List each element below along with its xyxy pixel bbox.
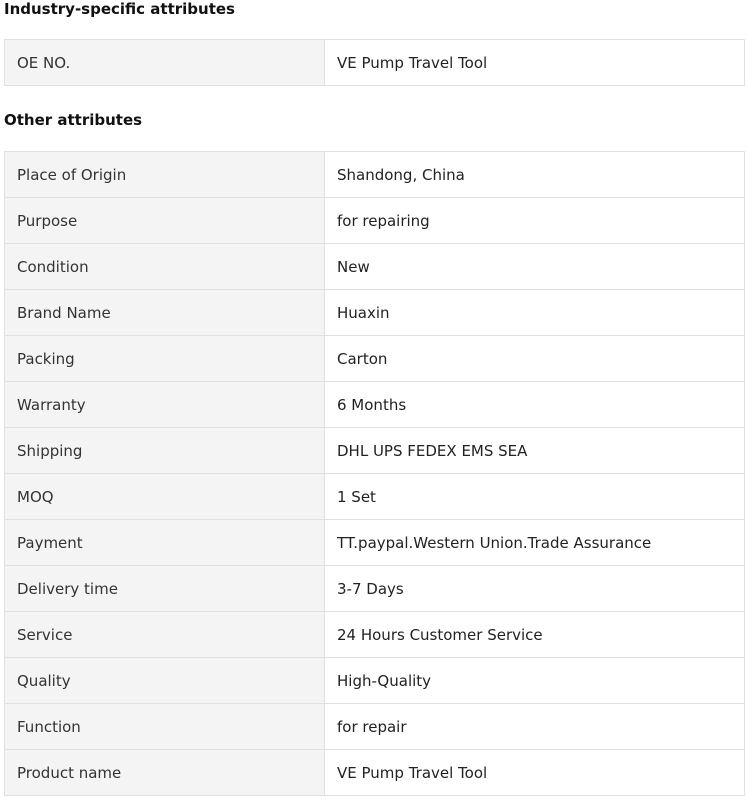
table-row: [5, 520, 745, 566]
attribute-value: Carton: [325, 336, 745, 382]
attribute-key: Brand Name: [5, 290, 325, 336]
industry-attributes-title: Industry-specific attributes: [4, 0, 235, 18]
table-row: [5, 382, 745, 428]
attribute-value: for repairing: [325, 198, 745, 244]
attribute-key: Service: [5, 612, 325, 658]
table-row: [5, 474, 745, 520]
attribute-key: Quality: [5, 658, 325, 704]
other-attributes-title: Other attributes: [4, 111, 143, 129]
table-row: [5, 290, 745, 336]
table-row: [5, 40, 745, 86]
other-attributes-table: [4, 151, 745, 796]
attribute-key: Condition: [5, 244, 325, 290]
attribute-key: Payment: [5, 520, 325, 566]
attribute-key: Delivery time: [5, 566, 325, 612]
attribute-value: 24 Hours Customer Service: [325, 612, 745, 658]
table-row: [5, 428, 745, 474]
attribute-value: 1 Set: [325, 474, 745, 520]
attribute-value: High-Quality: [325, 658, 745, 704]
attribute-key: Packing: [5, 336, 325, 382]
attribute-key: MOQ: [5, 474, 325, 520]
attribute-key: Purpose: [5, 198, 325, 244]
attribute-key: Place of Origin: [5, 152, 325, 198]
attribute-key: Function: [5, 704, 325, 750]
table-row: [5, 336, 745, 382]
attribute-value: 6 Months: [325, 382, 745, 428]
attribute-value: Huaxin: [325, 290, 745, 336]
attribute-value: 3-7 Days: [325, 566, 745, 612]
attribute-key: Shipping: [5, 428, 325, 474]
table-row: [5, 152, 745, 198]
attribute-key: Warranty: [5, 382, 325, 428]
attribute-key: Product name: [5, 750, 325, 796]
attribute-value: New: [325, 244, 745, 290]
attribute-value: VE Pump Travel Tool: [325, 40, 745, 86]
industry-attributes-table: [4, 39, 745, 86]
table-row: [5, 244, 745, 290]
attribute-value: DHL UPS FEDEX EMS SEA: [325, 428, 745, 474]
attribute-value: TT.paypal.Western Union.Trade Assurance: [325, 520, 745, 566]
attribute-value: Shandong, China: [325, 152, 745, 198]
table-row: [5, 198, 745, 244]
attribute-value: for repair: [325, 704, 745, 750]
table-row: [5, 750, 745, 796]
table-row: [5, 566, 745, 612]
table-row: [5, 658, 745, 704]
attribute-key: OE NO.: [5, 40, 325, 86]
table-row: [5, 704, 745, 750]
table-row: [5, 612, 745, 658]
attribute-value: VE Pump Travel Tool: [325, 750, 745, 796]
